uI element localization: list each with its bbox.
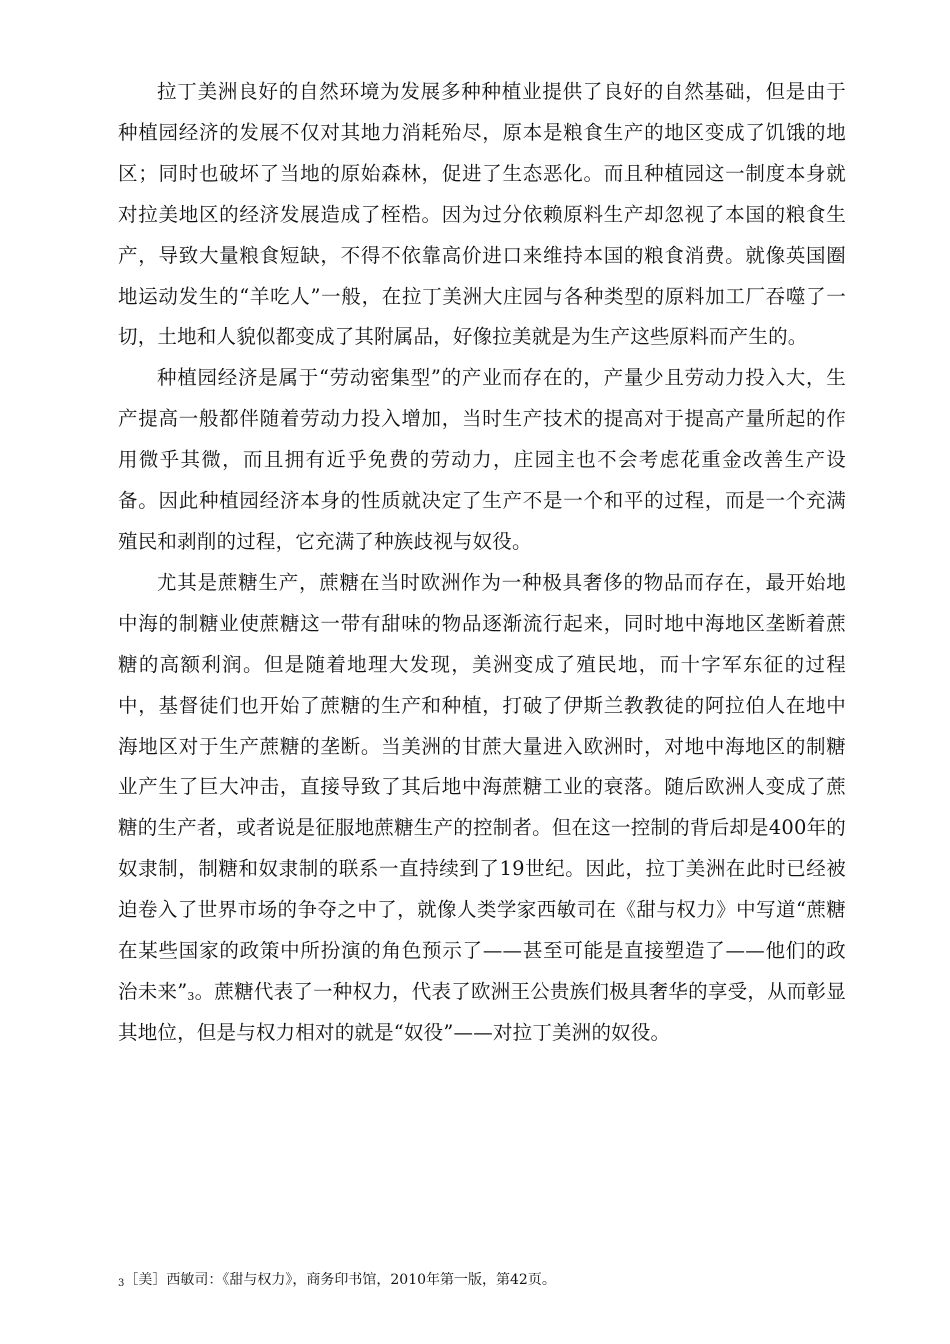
document-body	[118, 72, 846, 1054]
footnote-reference: 3	[187, 989, 195, 1003]
footnote	[118, 1270, 846, 1294]
paragraph-3-text-b: 。蔗糖代表了一种权力，代表了欧洲王公贵族们极具奢华的享受，从而彰显其地位，但是与权力相对的就是“奴役”——对拉丁美洲的奴役。	[118, 979, 846, 1044]
footnote-number: 3	[118, 1278, 125, 1289]
footnote-text: ［美］西敏司：《甜与权力》，商务印书馆，2010年第一版，第42页。	[124, 1272, 556, 1288]
paragraph-2: 种植园经济是属于“劳动密集型”的产业而存在的，产量少且劳动力投入大，生产提高一般都伴随着劳动力投入增加，当时生产技术的提高对于提高产量所起的作用微乎其微，而且拥有近乎免费的劳动力，庄园主也不会考虑花重金改善生产设备。因此种植园经济本身的性质就决定了生产不是一个和平的过程，而是一个充满殖民和剥削的过程，它充满了种族歧视与奴役。	[118, 366, 846, 553]
paragraph-3-text-a: 尤其是蔗糖生产，蔗糖在当时欧洲作为一种极具奢侈的物品而存在，最开始地中海的制糖业使蔗糖这一带有甜味的物品逐渐流行起来，同时地中海地区垄断着蔗糖的高额利润。但是随着地理大发现，美洲变成了殖民地，而十字军东征的过程中，基督徒们也开始了蔗糖的生产和种植，打破了伊斯兰教教徒的阿拉伯人在地中海地区对于生产蔗糖的垄断。当美洲的甘蔗大量进入欧洲时，对地中海地区的制糖业产生了巨大冲击，直接导致了其后地中海蔗糖工业的衰落。随后欧洲人变成了蔗糖的生产者，或者说是征服地蔗糖生产的控制者。但在这一控制的背后却是400年的奴隶制，制糖和奴隶制的联系一直持续到了19世纪。因此，拉丁美洲在此时已经被迫卷入了世界市场的争夺之中了，就像人类学家西敏司在《甜与权力》中写道“蔗糖在某些国家的政策中所扮演的角色预示了——甚至可能是直接塑造了——他们的政治未来”	[118, 570, 846, 1003]
paragraph-1: 拉丁美洲良好的自然环境为发展多种种植业提供了良好的自然基础，但是由于种植园经济的发展不仅对其地力消耗殆尽，原本是粮食生产的地区变成了饥饿的地区；同时也破坏了当地的原始森林，促进了生态恶化。而且种植园这一制度本身就对拉美地区的经济发展造成了桎梏。因为过分依赖原料生产却忽视了本国的粮食生产，导致大量粮食短缺，不得不依靠高价进口来维持本国的粮食消费。就像英国圈地运动发生的“羊吃人”一般，在拉丁美洲大庄园与各种类型的原料加工厂吞噬了一切，土地和人貌似都变成了其附属品，好像拉美就是为生产这些原料而产生的。	[118, 80, 846, 349]
paragraph-3	[118, 563, 846, 1054]
